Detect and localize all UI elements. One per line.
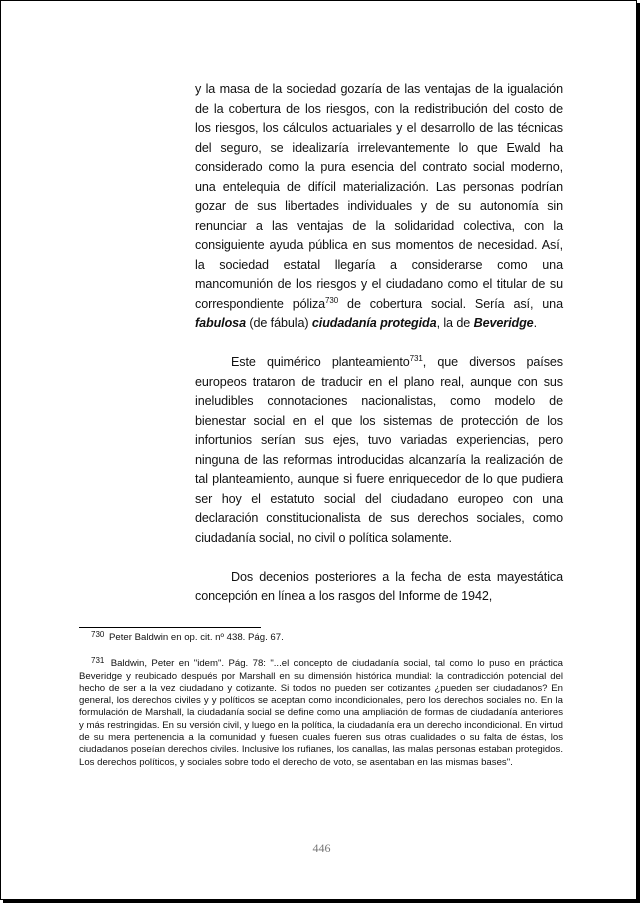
footnote-number: 730 — [91, 630, 105, 639]
paragraph-text: y la masa de la sociedad gozaría de las ventajas de la igualación de la cobertura de los riesgos, con la redistribución del costo de los riesgos, los cálculos actuariales y el desarrollo de las técnicas del seguro, se idealizaría irrelevantemente lo que Ewald ha considerado como la pura esencia del contrato social moderno, una entelequia de difícil materialización. Las personas podrían gozar de sus libertades individuales y de su autonomía sin renunciar a las ventajas de la solidaridad colectiva, con la consiguiente ayuda pública en sus momentos de necesidad. Así, la sociedad estatal llegaría a considerarse como una mancomunión de los riesgos y el ciudadano como el titular de su correspondiente póliza — [195, 82, 563, 311]
footnotes — [79, 632, 563, 769]
paragraph-text: de cobertura social. Sería así, una — [338, 296, 563, 311]
paragraph-3 — [195, 568, 563, 607]
paragraph-text: (de fábula) — [245, 316, 312, 330]
emphasis-ciudadania-protegida: ciudadanía protegida — [311, 316, 437, 330]
emphasis-beveridge: Beveridge — [473, 316, 534, 330]
paragraph-text: Dos decenios posteriores a la fecha de esta mayestática concepción en línea a los rasgos del Informe de 1942, — [195, 569, 563, 603]
page-number: 446 — [312, 841, 331, 855]
paragraph-text: , que diversos países europeos trataron de traducir en el plano real, aunque con sus ineludibles connotaciones nacionalistas, como modelo de bienestar social en el que los sistemas de protección de los infortunios serían sus ejes, tuvo variadas experiencias, pero ninguna de las reformas introducidas alcanzaría la realización de tal planteamiento, aunque si fuere enriquecedor de lo que pudiera ser hoy el estatuto social del ciudadano europeo con una declaración constitucionalista de sus derechos sociales, como ciudadanía social, no civil o política solamente. — [195, 355, 563, 545]
paragraph-2 — [195, 353, 563, 548]
footnote-text: Peter Baldwin en op. cit. nº 438. Pág. 67. — [109, 632, 284, 643]
paragraph-text: Este quimérico planteamiento — [231, 355, 410, 369]
footnote-730 — [79, 632, 563, 644]
body-text — [195, 80, 563, 607]
paragraph-text: . — [533, 316, 537, 330]
footnote-ref-731[interactable]: 731 — [409, 354, 423, 363]
footnote-text: Baldwin, Peter en "idem". Pág. 78: "...el concepto de ciudadanía social, tal como lo puso en práctica Beveridge y reubicado después por Marshall en su dimensión histórica mundial: la contradicción potencial del hecho de ser a la vez ciudadano y cotizante. Si todos no pueden ser cotizantes ¿pueden ser ciudadanos? En general, los derechos civiles y y políticos se aceptan como incondicionales, pero los derechos sociales no. En la formulación de Marshall, la ciudadanía social se define como una ampliación de formas de ciudadanía anteriores y más restringidas. En su versión civil, y luego en la política, la ciudadanía era un derecho incondicional. En virtud de su mera pertenencia a la comunidad y fuesen cuales fueren sus otras cualidades o su falta de éstas, los ciudadanos poseían derechos civiles. Inclusive los rufianes, los canallas, las malas personas estaban protegidos. Los derechos políticos, y sociales sobre todo el derecho de voto, se asentaban en las mismas bases". — [79, 658, 564, 768]
footnote-731 — [79, 658, 563, 769]
paragraph-text: , la de — [436, 316, 474, 330]
footnote-number: 731 — [91, 656, 105, 666]
paragraph-1 — [195, 80, 563, 334]
footnote-separator — [79, 627, 261, 628]
emphasis-fabulosa: fabulosa — [195, 316, 246, 330]
footnote-ref-730[interactable]: 730 — [325, 295, 339, 305]
